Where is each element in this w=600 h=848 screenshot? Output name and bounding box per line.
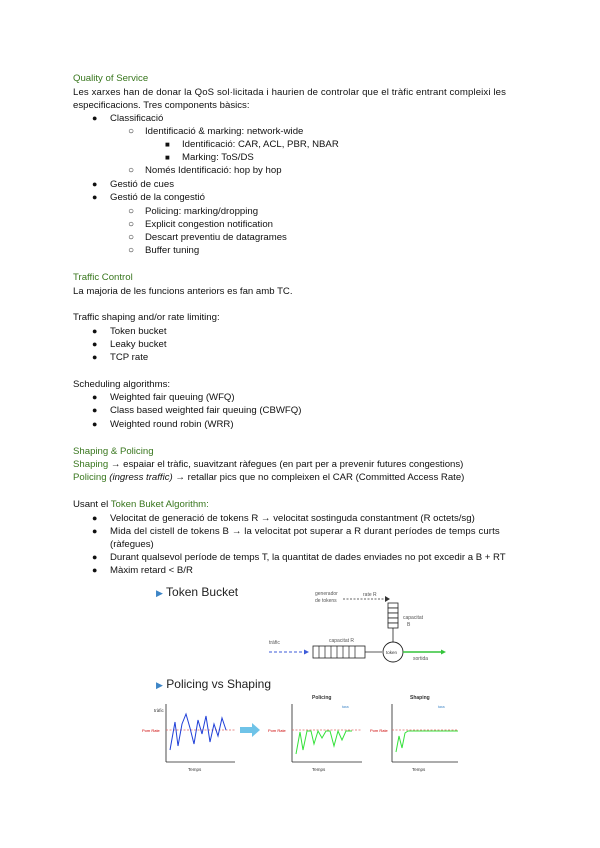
output-label: sortida xyxy=(413,656,429,662)
traffic-control-title: Traffic Control xyxy=(73,272,133,283)
bullet-icon: ● xyxy=(92,565,98,575)
panel-policing xyxy=(268,695,362,772)
bullet-icon: ● xyxy=(92,339,98,349)
circle-bullet-icon: ○ xyxy=(128,206,135,217)
square-bullet-icon: ■ xyxy=(165,140,170,149)
list-item: Token bucket xyxy=(110,326,167,337)
shaping-text: → espaiar el tràfic, suavitzant ràfegues (en part per a prevenir futures congestions) xyxy=(108,459,464,470)
bullet-icon: ● xyxy=(92,552,98,562)
list-item: Marking: ToS/DS xyxy=(182,152,254,163)
svg-text:tràfic: tràfic xyxy=(154,708,164,713)
list-item: Class based weighted fair queuing (CBWFQ) xyxy=(110,405,302,416)
qos-title: Quality of Service xyxy=(73,73,149,84)
figure-token-bucket-title: ▶ Token Bucket xyxy=(156,585,239,599)
bullet-icon: ● xyxy=(92,405,98,415)
qos-intro-line1: Les xarxes han de donar la QoS sol·licitada i haurien de controlar que el tràfic entrant compleixi les xyxy=(73,87,506,98)
list-item: Gestió de cues xyxy=(110,179,174,190)
queue-cells xyxy=(313,646,365,658)
svg-text:Shaping: Shaping xyxy=(410,695,430,701)
list-item: Descart preventiu de datagrames xyxy=(145,232,287,243)
list-item: Explicit congestion notification xyxy=(145,219,273,230)
policing-paren: (ingress traffic) xyxy=(106,472,173,483)
traffic-control-intro: La majoria de les funcions anteriors es fan amb TC. xyxy=(73,286,293,297)
qos-intro-line2: especificacions. Tres components bàsics: xyxy=(73,100,250,111)
rate-label: rate R xyxy=(363,592,377,598)
svg-text:taxa: taxa xyxy=(342,705,349,709)
panel-original-traffic xyxy=(142,704,235,772)
list-item: Buffer tuning xyxy=(145,245,200,256)
token-generator-label: generador xyxy=(315,591,338,597)
list-item: Weighted round robin (WRR) xyxy=(110,419,234,430)
policing-text: → retallar pics que no compleixen el CAR (Committed Access Rate) xyxy=(172,472,465,483)
svg-text:taxa: taxa xyxy=(438,705,445,709)
triangle-bullet-icon: ▶ xyxy=(156,588,163,598)
svg-text:Temps: Temps xyxy=(188,767,202,772)
bullet-icon: ● xyxy=(92,419,98,429)
circle-bullet-icon: ○ xyxy=(128,245,135,256)
bullet-icon: ● xyxy=(92,392,98,402)
bullet-icon: ● xyxy=(92,113,98,123)
token-bucket-diagram xyxy=(255,585,455,670)
svg-text:Policing: Policing xyxy=(312,695,332,701)
transform-arrow-icon xyxy=(240,723,260,737)
figure-policing-shaping-title: ▶ Policing vs Shaping xyxy=(156,677,271,691)
policing-vs-shaping-diagram xyxy=(140,694,460,774)
triangle-bullet-icon: ▶ xyxy=(156,680,163,690)
token-bucket-intro xyxy=(73,498,209,511)
list-item-continuation: (ràfegues) xyxy=(110,539,154,550)
policing-word: Policing xyxy=(73,472,107,483)
bullet-icon: ● xyxy=(92,526,98,536)
list-item: Durant qualsevol període de temps T, la quantitat de dades enviades no pot excedir a B + RT xyxy=(110,552,506,563)
list-item: Policing: marking/dropping xyxy=(145,206,259,217)
circle-bullet-icon: ○ xyxy=(128,165,135,176)
queue-label: capacitat R xyxy=(329,638,355,644)
input-traffic-label: tràfic xyxy=(269,640,280,646)
bullet-icon: ● xyxy=(92,352,98,362)
svg-text:Temps: Temps xyxy=(412,767,426,772)
list-item: Velocitat de generació de tokens R → velocitat sostinguda constantment (R octets/sg) xyxy=(110,513,475,524)
bullet-icon: ● xyxy=(92,326,98,336)
list-item: Gestió de la congestió xyxy=(110,192,205,203)
list-item: Màxim retard < B/R xyxy=(110,565,193,576)
list-item: Mida del cistell de tokens B → la velocitat pot superar a R durant períodes de temps curts xyxy=(110,526,500,537)
bullet-icon: ● xyxy=(92,179,98,189)
bullet-icon: ● xyxy=(92,513,98,523)
svg-text:Pom Rate: Pom Rate xyxy=(370,728,388,733)
circle-bullet-icon: ○ xyxy=(128,219,135,230)
shaping-label: Traffic shaping and/or rate limiting: xyxy=(73,312,220,323)
list-item: Weighted fair queuing (WFQ) xyxy=(110,392,235,403)
capacity-label: capacitat xyxy=(403,615,424,621)
token-bucket-prefix: Usant el xyxy=(73,499,111,510)
list-item: Leaky bucket xyxy=(110,339,167,350)
list-item: Classificació xyxy=(110,113,164,124)
list-item: Només Identificació: hop by hop xyxy=(145,165,282,176)
bullet-icon: ● xyxy=(92,192,98,202)
square-bullet-icon: ■ xyxy=(165,153,170,162)
list-item: Identificació & marking: network-wide xyxy=(145,126,304,137)
svg-text:Temps: Temps xyxy=(312,767,326,772)
shaping-policing-title: Shaping & Policing xyxy=(73,446,154,457)
circle-bullet-icon: ○ xyxy=(128,232,135,243)
svg-text:Pom Rate: Pom Rate xyxy=(142,728,160,733)
token-bucket-stack xyxy=(388,603,398,628)
scheduling-label: Scheduling algorithms: xyxy=(73,379,171,390)
panel-shaping xyxy=(370,695,458,772)
svg-text:Pom Rate: Pom Rate xyxy=(268,728,286,733)
circle-bullet-icon: ○ xyxy=(128,126,135,137)
policing-line xyxy=(73,471,464,484)
shaping-line xyxy=(73,458,463,471)
token-bucket-name: Token Buket Algorithm: xyxy=(110,499,209,510)
token-generator-label: de tokens xyxy=(315,598,337,604)
shaping-word: Shaping xyxy=(73,459,109,470)
capacity-label: B xyxy=(407,622,411,628)
list-item: Identificació: CAR, ACL, PBR, NBAR xyxy=(182,139,339,150)
list-item: TCP rate xyxy=(110,352,149,363)
token-node-label: token xyxy=(386,650,398,655)
